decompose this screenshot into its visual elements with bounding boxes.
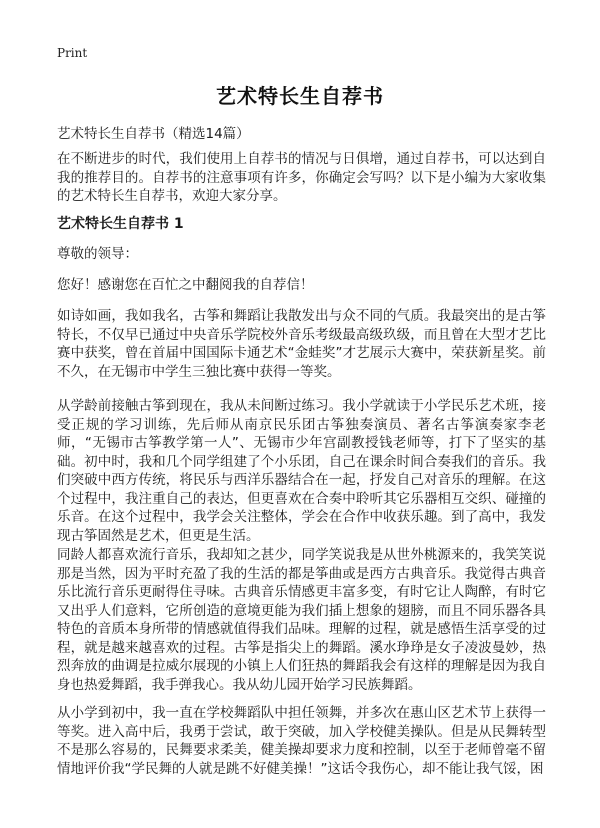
print-label: Print (57, 46, 88, 60)
section-heading: 艺术特长生自荐书 1 (57, 216, 184, 232)
body-paragraph-2: 从学龄前接触古筝到现在，我从未间断过练习。我小学就读于小学民乐艺术班，接受正规的学习训练，先后师从南京民乐团古筝独奏演员、著名古筝演奏家李老师，“无锡市古筝教学第一人”、无锡市少年宫副教授钱老师等，打下了坚实的基础。初中时，我和几个同学组建了个小乐团，自己在课余时间合奏我们的音乐。我们突破中西方传统，将民乐与西洋乐器结合在一起，抒发自己对音乐的理解。在这个过程中，我注重自己的表达，但更喜欢在合奏中聆听其它乐器相互交织、碰撞的乐音。在这个过程中，我学会关注整体，学会在合作中收获乐趣。到了高中，我发现古筝固然是艺术，但更是生活。 (57, 398, 546, 544)
document-subtitle: 艺术特长生自荐书（精选14篇） (57, 126, 250, 142)
body-paragraph-3: 同龄人都喜欢流行音乐，我却知之甚少，同学笑说我是从世外桃源来的，我笑笑说那是当然，因为平时充盈了我的生活的都是筝曲或是西方古典音乐。我觉得古典音乐比流行音乐更耐得住寻味。古典音乐情感更丰富多变，有时它让人陶醉，有时它又出乎人们意料，它所创造的意境更能为我们插上想象的翅膀，而且不同乐器各具特色的音质本身所带的情感就值得我们品味。理解的过程，就是感悟生活享受的过程，就是越来越喜欢的过程。古筝是指尖上的舞蹈。溪水琤琤是女子凌波曼妙，热烈奔放的曲调是拉威尔展现的小镇上人们狂热的舞蹈我会有这样的理解是因为我自身也热爱舞蹈，我手弹我心。我从幼儿园开始学习民族舞蹈。 (57, 547, 546, 693)
document-title: 艺术特长生自荐书 (216, 84, 384, 108)
greeting: 您好！感谢您在百忙之中翻阅我的自荐信！ (57, 277, 314, 293)
body-paragraph-1: 如诗如画，我如我名，古筝和舞蹈让我散发出与众不同的气质。我最突出的是古筝特长，不仅早已通过中央音乐学院校外音乐考级最高级玖级，而且曾在大型才艺比赛中获奖，曾在首届中国国际卡通艺术“金蛙奖”才艺展示大赛中，荣获新星奖。前不久，在无锡市中学生三独比赛中获得一等奖。 (57, 308, 546, 380)
body-paragraph-4: 从小学到初中，我一直在学校舞蹈队中担任领舞，并多次在惠山区艺术节上获得一等奖。进入高中后，我勇于尝试，敢于突破，加入学校健美操队。但是从民舞转型不是那么容易的，民舞要求柔美，健美操却要求力度和控制，以至于老师曾毫不留情地评价我“学民舞的人就是跳不好健美操！”这话令我伤心，却不能让我气馁，困 (57, 705, 546, 777)
intro-paragraph: 在不断进步的时代，我们使用上自荐书的情况与日俱增，通过自荐书，可以达到自我的推荐目的。自荐书的注意事项有许多，你确定会写吗？以下是小编为大家收集的艺术特长生自荐书，欢迎大家分享。 (57, 151, 546, 204)
salutation: 尊敬的领导： (57, 246, 138, 262)
